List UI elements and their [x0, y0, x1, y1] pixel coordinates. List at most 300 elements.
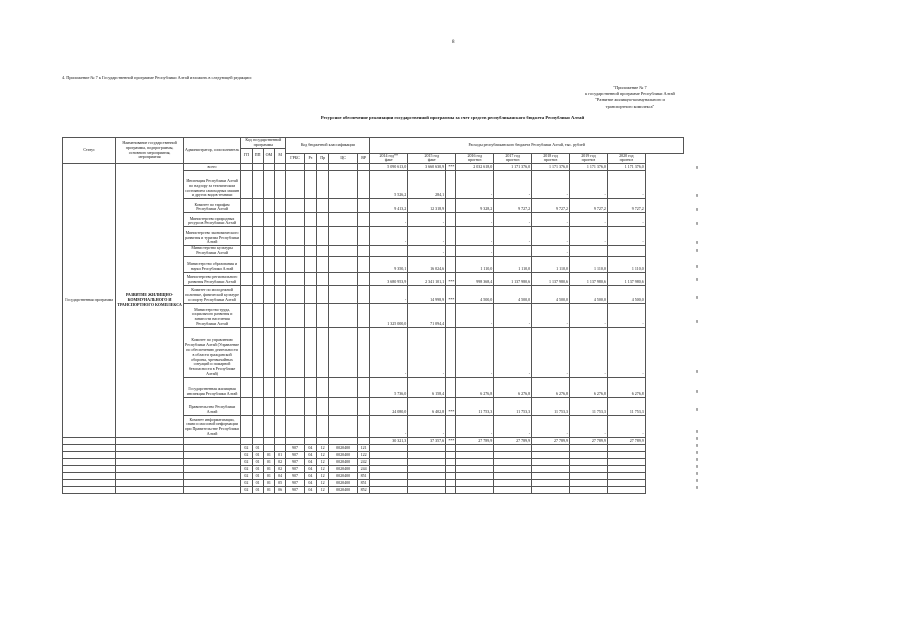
- value-year: [408, 472, 446, 479]
- value-2014: 9 413,2: [370, 199, 408, 213]
- value-year: 4 500,0: [569, 285, 607, 303]
- header-year: [607, 153, 645, 164]
- code-cell: [286, 246, 304, 257]
- code-cell: [357, 199, 369, 213]
- administrator-cell: всего: [183, 164, 240, 171]
- value-year: -: [607, 303, 645, 327]
- program-status: Государственная программа: [63, 164, 116, 438]
- value-year: 1 110,0: [494, 256, 532, 272]
- code-cell: 04: [304, 479, 316, 486]
- value-2014: 5 090 613,0: [370, 164, 408, 171]
- code-cell: [241, 377, 252, 397]
- row-margin-mark: 8: [696, 164, 698, 170]
- value-2015: 6 402,8: [408, 397, 446, 415]
- code-cell: [329, 327, 358, 377]
- code-cell: [263, 377, 274, 397]
- value-2014: [370, 246, 408, 257]
- code-cell: [304, 377, 316, 397]
- value-year: 6 276,8: [607, 377, 645, 397]
- value-year: [607, 472, 645, 479]
- value-year: 6 276,8: [456, 377, 494, 397]
- value-year: [456, 458, 494, 465]
- header-admin: Администратор, соисполнитель: [183, 138, 240, 164]
- value-2014: 24 080,0: [370, 397, 408, 415]
- value-year: -: [532, 415, 570, 437]
- code-cell: 907: [286, 479, 304, 486]
- value-2014: -: [370, 227, 408, 246]
- code-cell: 04: [304, 444, 316, 451]
- code-cell: [263, 164, 274, 171]
- code-cell: [252, 285, 263, 303]
- row-margin-mark: 8: [696, 220, 698, 226]
- header-year: [456, 153, 494, 164]
- code-cell: 06: [275, 486, 286, 493]
- code-cell: 02: [241, 465, 252, 472]
- table-row: [63, 444, 684, 451]
- name-cell: [116, 479, 184, 486]
- year-label: 2018 год: [543, 153, 558, 158]
- value-year: [494, 479, 532, 486]
- code-cell: [275, 285, 286, 303]
- code-cell: 04: [304, 472, 316, 479]
- value-2015: 3 660 630,9: [408, 164, 446, 171]
- code-cell: [275, 303, 286, 327]
- code-cell: [329, 227, 358, 246]
- code-cell: [317, 285, 329, 303]
- name-cell: [116, 465, 184, 472]
- value-year: -: [532, 303, 570, 327]
- code-cell: [286, 227, 304, 246]
- code-cell: [286, 303, 304, 327]
- value-note: [446, 171, 456, 199]
- code-cell: [275, 397, 286, 415]
- value-note: [446, 327, 456, 377]
- code-cell: 02: [241, 444, 252, 451]
- code-cell: 01: [252, 444, 263, 451]
- value-year: -: [456, 171, 494, 199]
- code-cell: [286, 377, 304, 397]
- administrator-cell: Министерство образования и науки Республики Алтай: [183, 256, 240, 272]
- year-type: прогноз: [468, 157, 482, 163]
- code-cell: [329, 377, 358, 397]
- code-cell: 01: [252, 479, 263, 486]
- row-margin-mark: 8: [696, 263, 698, 269]
- code-cell: [329, 303, 358, 327]
- code-cell: [317, 327, 329, 377]
- code-cell: [357, 272, 369, 285]
- code-cell: [241, 164, 252, 171]
- code-cell: 02: [241, 458, 252, 465]
- code-cell: 907: [286, 486, 304, 493]
- value-year: -: [569, 213, 607, 227]
- value-note: [446, 246, 456, 257]
- value-year: [446, 451, 456, 458]
- value-year: [607, 486, 645, 493]
- code-cell: [286, 171, 304, 199]
- header-budget-col: ЦС: [329, 153, 358, 164]
- code-cell: [275, 199, 286, 213]
- code-cell: [275, 171, 286, 199]
- value-2014: 5 526,2: [370, 171, 408, 199]
- code-cell: [241, 199, 252, 213]
- code-cell: [263, 256, 274, 272]
- code-cell: [252, 246, 263, 257]
- code-cell: [304, 171, 316, 199]
- year-type: факт: [427, 157, 436, 163]
- value-year: 6 276,8: [569, 377, 607, 397]
- year-label: 2019 год: [581, 153, 596, 158]
- value-year: 6 276,8: [494, 377, 532, 397]
- code-cell: 04: [304, 451, 316, 458]
- administrator-cell: [183, 479, 240, 486]
- table-row: [63, 458, 684, 465]
- code-cell: 12: [317, 451, 329, 458]
- value-note: [446, 227, 456, 246]
- code-cell: [275, 272, 286, 285]
- code-cell: [329, 437, 358, 444]
- code-cell: [241, 327, 252, 377]
- code-cell: 01: [263, 486, 274, 493]
- value-year: 1 137 980,6: [494, 272, 532, 285]
- code-cell: 12: [317, 486, 329, 493]
- code-cell: [241, 246, 252, 257]
- value-year: 4 500,0: [494, 285, 532, 303]
- value-year: 27 789,9: [569, 437, 607, 444]
- header-gp-code: Код государственной программы: [241, 138, 286, 149]
- administrator-cell: Государственная жилищная инспекция Республики Алтай: [183, 377, 240, 397]
- code-cell: [357, 303, 369, 327]
- code-cell: [304, 246, 316, 257]
- code-cell: 0020400: [329, 458, 358, 465]
- value-year: -: [494, 303, 532, 327]
- value-year: [408, 486, 446, 493]
- year-type: прогноз: [619, 157, 634, 163]
- code-cell: [252, 164, 263, 171]
- value-year: [569, 458, 607, 465]
- code-cell: [357, 397, 369, 415]
- row-margin-mark: 8: [696, 442, 698, 448]
- administrator-cell: [183, 451, 240, 458]
- code-cell: [275, 377, 286, 397]
- value-year: [569, 465, 607, 472]
- value-note: ***: [446, 272, 456, 285]
- code-cell: 244: [357, 465, 369, 472]
- row-margin-mark: 8: [696, 463, 698, 469]
- code-cell: [263, 171, 274, 199]
- value-year: [408, 465, 446, 472]
- header-gp-col: ГП: [241, 148, 252, 164]
- code-cell: [286, 327, 304, 377]
- administrator-cell: Комитет по молодежной политике, физической культуре и спорту Республики Алтай: [183, 285, 240, 303]
- value-2015: -: [408, 227, 446, 246]
- row-margin-mark: 8: [696, 276, 698, 282]
- code-cell: [317, 256, 329, 272]
- value-2015: -: [408, 213, 446, 227]
- code-cell: [241, 415, 252, 437]
- code-cell: 0020400: [329, 444, 358, 451]
- code-cell: [304, 327, 316, 377]
- administrator-cell: Министерство экономического развития и туризма Республики Алтай: [183, 227, 240, 246]
- table-row: [63, 164, 684, 171]
- table-row: [63, 472, 684, 479]
- value-year: 11 753,3: [532, 397, 570, 415]
- value-year: [569, 451, 607, 458]
- value-2014: -: [370, 213, 408, 227]
- code-cell: [263, 397, 274, 415]
- value-year: 998 368,4: [456, 272, 494, 285]
- row-margin-mark: 8: [696, 406, 698, 412]
- code-cell: [263, 303, 274, 327]
- value-year: [494, 444, 532, 451]
- code-cell: 907: [286, 451, 304, 458]
- value-2014: -: [370, 327, 408, 377]
- code-cell: [263, 227, 274, 246]
- code-cell: [317, 164, 329, 171]
- administrator-cell: [183, 486, 240, 493]
- value-year: -: [456, 246, 494, 257]
- year-type: прогноз: [543, 157, 558, 163]
- code-cell: 121: [357, 444, 369, 451]
- administrator-cell: Правительство Республики Алтай: [183, 397, 240, 415]
- code-cell: [357, 285, 369, 303]
- code-cell: [241, 397, 252, 415]
- value-year: -: [456, 303, 494, 327]
- code-cell: 0020400: [329, 479, 358, 486]
- code-cell: [263, 285, 274, 303]
- administrator-cell: Комитет по управлению Республики Алтай (Управление по обеспечению деятельности в области гражданской обороны, чрезвычайных ситуаций и пожарной безопасности в Республике Алтай): [183, 327, 240, 377]
- code-cell: [286, 272, 304, 285]
- row-margin-mark: 8: [696, 247, 698, 253]
- code-cell: [329, 213, 358, 227]
- value-year: [408, 451, 446, 458]
- value-year: [532, 486, 570, 493]
- value-2015: 37 357,6: [408, 437, 446, 444]
- code-cell: [286, 285, 304, 303]
- value-year: [456, 451, 494, 458]
- value-year: -: [569, 415, 607, 437]
- value-year: [456, 486, 494, 493]
- code-cell: [252, 171, 263, 199]
- value-year: 1 171 376,0: [532, 164, 570, 171]
- value-2014: 1 325 000,0: [370, 303, 408, 327]
- code-cell: [286, 437, 304, 444]
- code-cell: [252, 415, 263, 437]
- code-cell: [304, 213, 316, 227]
- value-year: -: [569, 327, 607, 377]
- code-cell: [304, 303, 316, 327]
- value-year: [569, 444, 607, 451]
- code-cell: [317, 397, 329, 415]
- value-year: -: [532, 227, 570, 246]
- code-cell: [252, 303, 263, 327]
- code-cell: [241, 213, 252, 227]
- code-cell: [329, 397, 358, 415]
- value-year: [494, 451, 532, 458]
- code-cell: 05: [275, 479, 286, 486]
- appendix-line: "Развитие жилищно-коммунального и: [595, 97, 665, 103]
- value-year: [494, 465, 532, 472]
- appendix-caption: [560, 85, 700, 110]
- code-cell: [357, 256, 369, 272]
- value-note: [446, 199, 456, 213]
- status-cell: [63, 451, 116, 458]
- value-year: [532, 472, 570, 479]
- year-type: факт: [384, 157, 393, 163]
- code-cell: [252, 227, 263, 246]
- code-cell: [357, 327, 369, 377]
- code-cell: 01: [252, 486, 263, 493]
- code-cell: 0020400: [329, 451, 358, 458]
- header-budget-col: ВР: [357, 153, 369, 164]
- row-margin-mark: 8: [696, 428, 698, 434]
- status-cell: [63, 486, 116, 493]
- header-year: [532, 153, 570, 164]
- header-year: [408, 153, 456, 164]
- code-cell: [286, 397, 304, 415]
- value-note: ***: [446, 397, 456, 415]
- code-cell: [275, 246, 286, 257]
- code-cell: [317, 213, 329, 227]
- value-year: -: [494, 171, 532, 199]
- value-year: [446, 458, 456, 465]
- value-year: -: [607, 213, 645, 227]
- value-2014: -: [370, 415, 408, 437]
- header-year: [370, 153, 408, 164]
- value-year: -: [494, 327, 532, 377]
- code-cell: 12: [317, 458, 329, 465]
- code-cell: [317, 171, 329, 199]
- value-year: 27 789,9: [456, 437, 494, 444]
- document-title: Ресурсное обеспечение реализации государственной программы за счет средств республиканского бюджета Республики Алтай: [320, 115, 585, 120]
- value-year: [370, 472, 408, 479]
- value-year: [456, 472, 494, 479]
- code-cell: [304, 285, 316, 303]
- value-2015: -: [408, 246, 446, 257]
- value-year: 1 171 376,0: [607, 164, 645, 171]
- value-2014: 30 321,3: [370, 437, 408, 444]
- resource-table: [62, 137, 684, 494]
- year-type: прогноз: [505, 157, 520, 163]
- code-cell: 04: [304, 458, 316, 465]
- value-year: [494, 486, 532, 493]
- code-cell: 02: [241, 486, 252, 493]
- code-cell: [286, 256, 304, 272]
- value-year: [607, 246, 645, 257]
- code-cell: 852: [357, 486, 369, 493]
- code-cell: [263, 272, 274, 285]
- value-year: 9 727,2: [607, 199, 645, 213]
- status-cell: [63, 472, 116, 479]
- code-cell: [304, 164, 316, 171]
- code-cell: [329, 285, 358, 303]
- code-cell: [357, 437, 369, 444]
- header-budget-code: Код бюджетной классификации: [286, 138, 370, 154]
- year-label: 2020 год: [619, 153, 634, 158]
- code-cell: [263, 327, 274, 377]
- value-year: 4 500,0: [607, 285, 645, 303]
- name-cell: [116, 472, 184, 479]
- code-cell: 01: [252, 472, 263, 479]
- value-2015: 14 998,9: [408, 285, 446, 303]
- value-year: -: [569, 227, 607, 246]
- value-year: -: [494, 213, 532, 227]
- row-margin-mark: 8: [696, 239, 698, 245]
- administrator-cell: Комитет по тарифам Республики Алтай: [183, 199, 240, 213]
- value-year: [569, 472, 607, 479]
- value-year: [569, 486, 607, 493]
- value-year: 27 789,9: [532, 437, 570, 444]
- code-cell: [357, 171, 369, 199]
- code-cell: 907: [286, 458, 304, 465]
- value-year: -: [494, 227, 532, 246]
- value-note: ***: [446, 164, 456, 171]
- value-year: 1 171 376,0: [494, 164, 532, 171]
- code-cell: 01: [252, 451, 263, 458]
- value-year: 4 500,0: [456, 285, 494, 303]
- value-year: [370, 465, 408, 472]
- code-cell: 01: [263, 458, 274, 465]
- value-year: -: [532, 213, 570, 227]
- value-year: 27 789,9: [494, 437, 532, 444]
- value-2015: 16 024,6: [408, 256, 446, 272]
- value-year: [456, 465, 494, 472]
- value-year: -: [532, 171, 570, 199]
- value-year: [456, 444, 494, 451]
- code-cell: [357, 213, 369, 227]
- value-year: 11 753,3: [456, 397, 494, 415]
- value-year: [408, 479, 446, 486]
- code-cell: 907: [286, 472, 304, 479]
- code-cell: 0020400: [329, 486, 358, 493]
- value-2015: 6 158,4: [408, 377, 446, 397]
- value-year: 9 727,2: [494, 199, 532, 213]
- value-year: [370, 486, 408, 493]
- code-cell: [241, 285, 252, 303]
- value-year: 1 110,0: [569, 256, 607, 272]
- value-year: -: [532, 327, 570, 377]
- value-2015: -: [408, 327, 446, 377]
- code-cell: 02: [241, 451, 252, 458]
- header-budget-col: Пр: [317, 153, 329, 164]
- code-cell: [329, 256, 358, 272]
- code-cell: [286, 199, 304, 213]
- year-label: 2014 год**: [379, 153, 398, 158]
- value-year: [446, 479, 456, 486]
- value-year: [532, 479, 570, 486]
- value-year: [532, 458, 570, 465]
- value-2015: 12 318,9: [408, 199, 446, 213]
- value-year: [532, 444, 570, 451]
- value-year: -: [494, 415, 532, 437]
- code-cell: [329, 199, 358, 213]
- table-row: [63, 451, 684, 458]
- header-budget-col: Рз: [304, 153, 316, 164]
- row-margin-mark: 8: [696, 206, 698, 212]
- code-cell: 02: [275, 458, 286, 465]
- code-cell: 01: [263, 472, 274, 479]
- name-cell: [116, 437, 184, 444]
- value-2015: -: [408, 415, 446, 437]
- value-note: ***: [446, 285, 456, 303]
- code-cell: [357, 227, 369, 246]
- code-cell: [263, 444, 274, 451]
- value-year: 9 727,2: [532, 199, 570, 213]
- administrator-cell: [183, 444, 240, 451]
- code-cell: [329, 164, 358, 171]
- code-cell: [329, 246, 358, 257]
- value-year: 11 753,3: [569, 397, 607, 415]
- code-cell: [317, 227, 329, 246]
